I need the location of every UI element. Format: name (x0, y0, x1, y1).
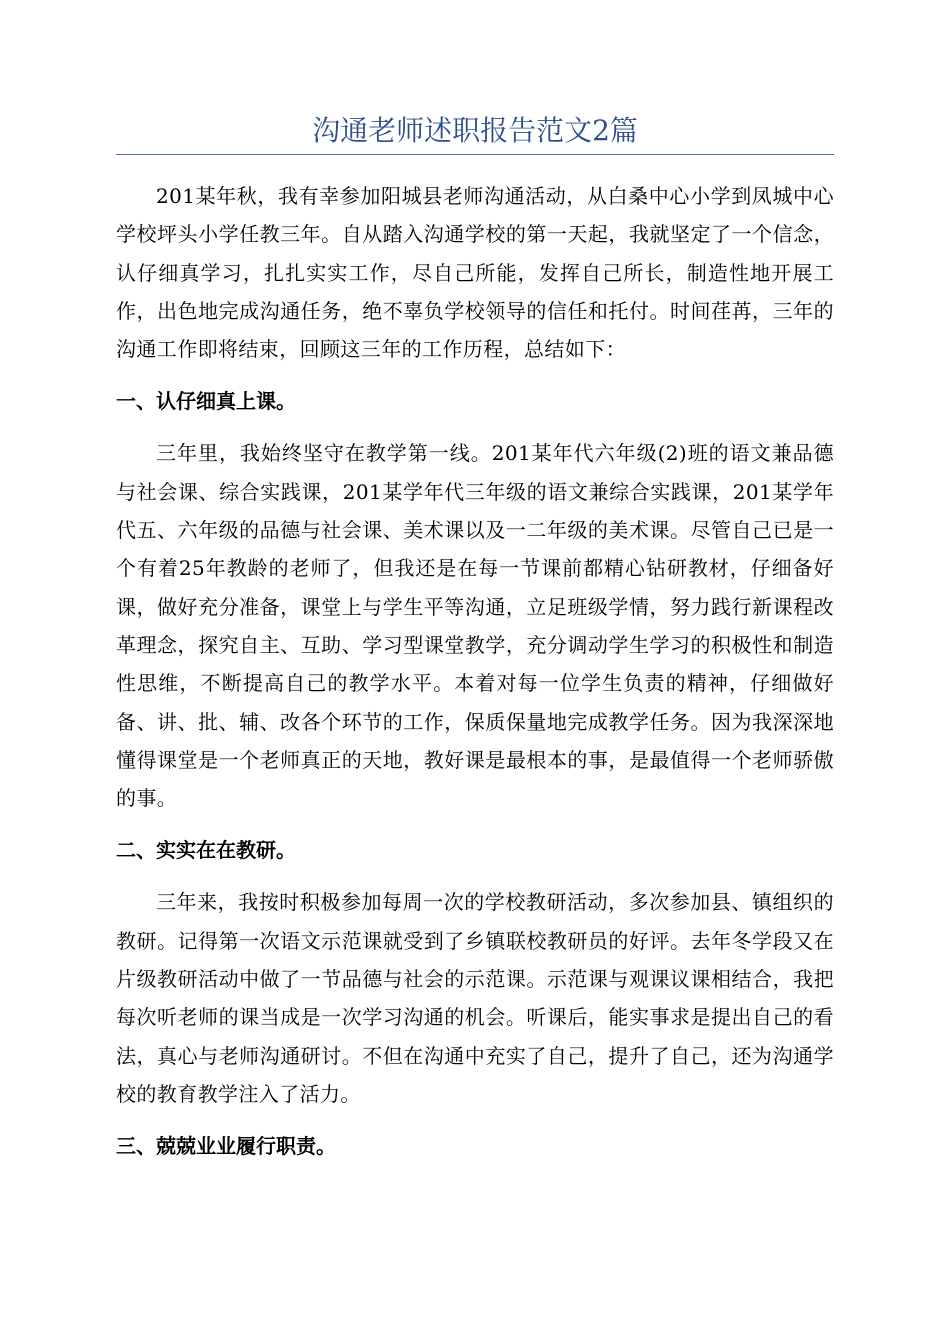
section-2-paragraph: 三年来，我按时积极参加每周一次的学校教研活动，多次参加县、镇组织的教研。记得第一次语文示范课就受到了乡镇联校教研员的好评。去年冬学段又在片级教研活动中做了一节品德与社会的示范课。示范课与观课议课相结合，我把每次听老师的课当成是一次学习沟通的机会。听课后，能实事求是提出自己的看法，真心与老师沟通研讨。不但在沟通中充实了自己，提升了自己，还为沟通学校的教育教学注入了活力。 (116, 890, 834, 1106)
title-underline (116, 154, 834, 155)
section-heading-2: 二、实实在在教研。 (116, 838, 296, 863)
document-title: 沟通老师述职报告范文2篇 (312, 114, 638, 147)
section-heading-3: 三、兢兢业业履行职责。 (116, 1134, 336, 1159)
section-1-paragraph: 三年里，我始终坚守在教学第一线。201某年代六年级(2)班的语文兼品德与社会课、综合实践课，201某学年代三年级的语文兼综合实践课，201某学年代五、六年级的品德与社会课、美术课以及一二年级的美术课。尽管自己已是一个有着25年教龄的老师了，但我还是在每一节课前都精心钻研教材，仔细备好课，做好充分准备，课堂上与学生平等沟通，立足班级学情，努力践行新课程改革理念，探究自主、互助、学习型课堂教学，充分调动学生学习的积极性和制造性思维，不断提高自己的教学水平。本着对每一位学生负责的精神，仔细做好备、讲、批、辅、改各个环节的工作，保质保量地完成教学任务。因为我深深地懂得课堂是一个老师真正的天地，教好课是最根本的事，是最值得一个老师骄傲的事。 (116, 441, 834, 811)
intro-paragraph: 201某年秋，我有幸参加阳城县老师沟通活动，从白桑中心小学到凤城中心学校坪头小学任教三年。自从踏入沟通学校的第一天起，我就坚定了一个信念，认仔细真学习，扎扎实实工作，尽自己所能，发挥自己所长，制造性地开展工作，出色地完成沟通任务，绝不辜负学校领导的信任和托付。时间荏苒，三年的沟通工作即将结束，回顾这三年的工作历程，总结如下： (116, 184, 834, 362)
section-heading-1: 一、认仔细真上课。 (116, 389, 296, 414)
document-page (116, 112, 834, 1179)
